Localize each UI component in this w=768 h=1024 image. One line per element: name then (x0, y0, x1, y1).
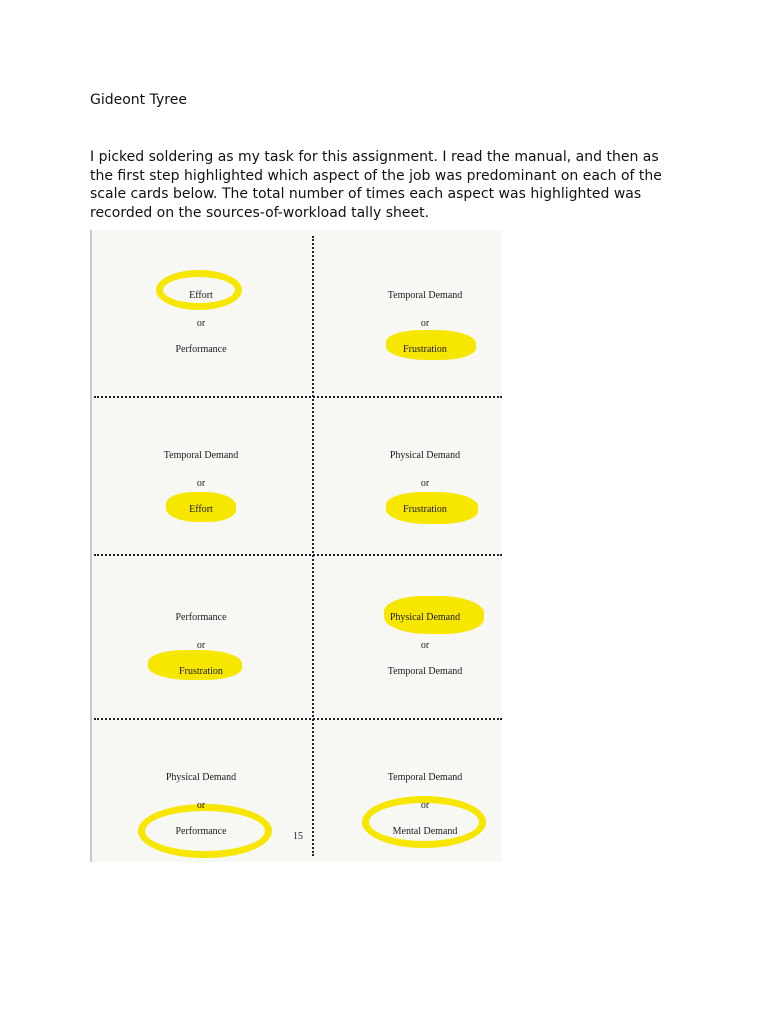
card-option-top: Physical Demand (389, 612, 461, 623)
scale-card (314, 398, 502, 556)
card-option-top: Effort (189, 290, 213, 301)
page-number: 15 (293, 831, 303, 842)
card-option-bottom: Performance (175, 344, 227, 355)
scale-cards-scan (90, 230, 502, 862)
card-option-bottom: Performance (175, 826, 227, 837)
card-or: or (420, 800, 430, 811)
scale-card (314, 238, 502, 396)
card-option-bottom: Temporal Demand (387, 666, 463, 677)
card-option-bottom: Frustration (179, 666, 223, 677)
card-option-top: Temporal Demand (387, 772, 463, 783)
card-or: or (196, 318, 206, 329)
card-option-top: Performance (175, 612, 227, 623)
card-or: or (420, 478, 430, 489)
card-or: or (196, 640, 206, 651)
card-option-bottom: Mental Demand (392, 826, 458, 837)
card-option-bottom: Frustration (403, 344, 447, 355)
card-or: or (196, 800, 206, 811)
author-name: Gideont Tyree (90, 92, 187, 108)
card-option-top: Temporal Demand (163, 450, 239, 461)
card-option-bottom: Effort (189, 504, 213, 515)
card-or: or (420, 640, 430, 651)
scale-card (90, 398, 312, 556)
card-option-bottom: Frustration (403, 504, 447, 515)
scale-card (90, 720, 312, 862)
scale-card (90, 238, 312, 396)
card-or: or (196, 478, 206, 489)
card-option-top: Physical Demand (165, 772, 237, 783)
card-option-top: Temporal Demand (387, 290, 463, 301)
scale-card (314, 560, 502, 718)
card-or: or (420, 318, 430, 329)
card-option-top: Physical Demand (389, 450, 461, 461)
intro-paragraph: I picked soldering as my task for this assignment. I read the manual, and then as the first step highlighted which aspect of the job was predominant on each of the scale cards below. The total number of times each aspect was highlighted was recorded on the sources-of-workload tally sheet. (90, 149, 662, 221)
scale-card (90, 560, 312, 718)
scale-card (314, 720, 502, 862)
